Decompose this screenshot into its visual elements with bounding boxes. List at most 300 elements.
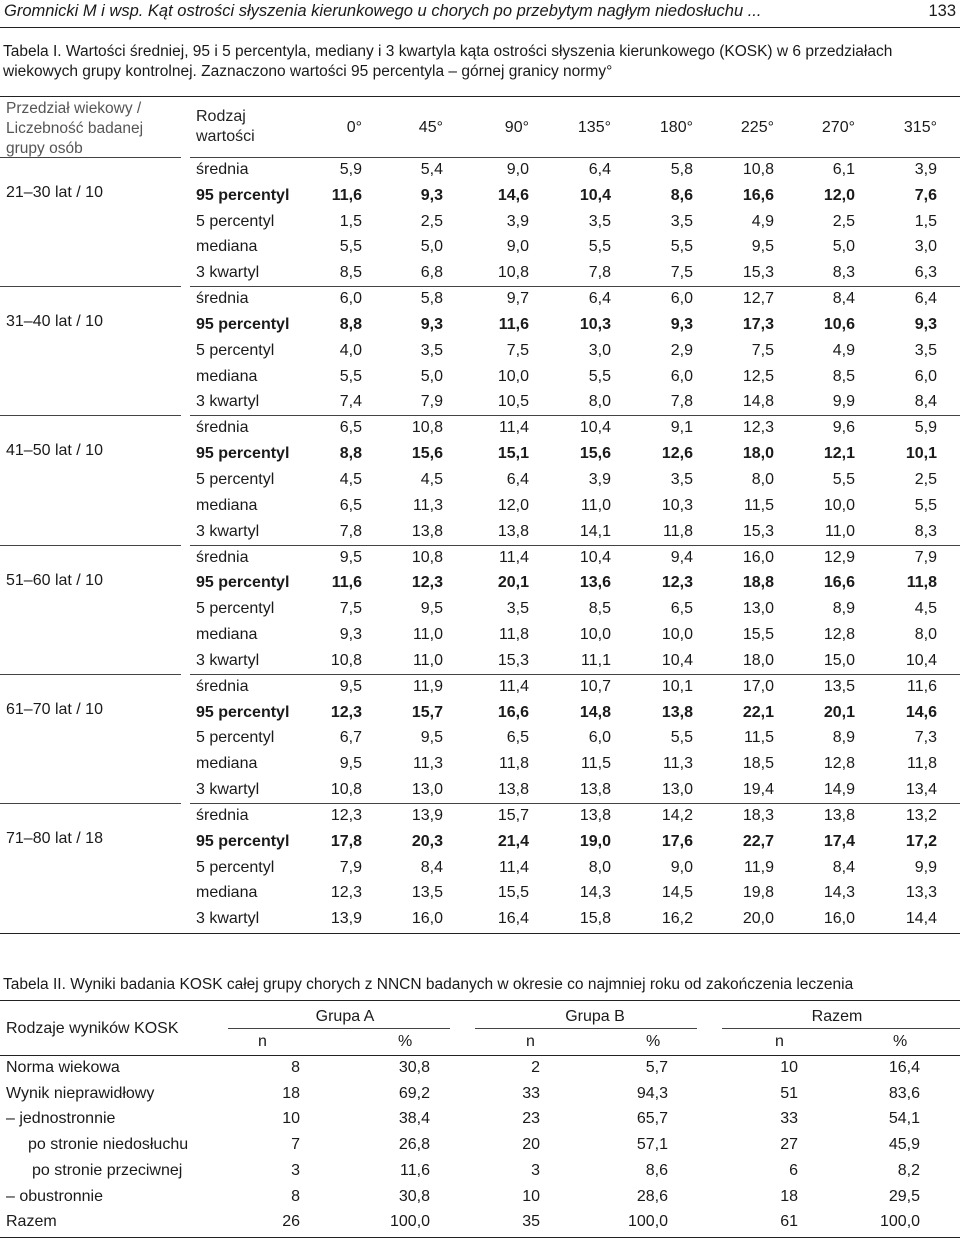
table-cell: 8,4 bbox=[832, 290, 855, 308]
table1-col-age: Przedział wiekowy / Liczebność badanej grupy osób bbox=[6, 100, 144, 157]
table1-age-group bbox=[0, 416, 960, 545]
table-cell: 12,8 bbox=[823, 755, 855, 773]
table2-caption: Tabela II. Wyniki badania KOSK całej grupy chorych z NNCN badanych w okresie co najmniej roku od zakończenia leczenia bbox=[3, 976, 854, 993]
table-cell: 8,5 bbox=[832, 367, 855, 385]
table2-subheader: n bbox=[526, 1033, 535, 1050]
table-cell: 16,6 bbox=[497, 703, 529, 721]
table-cell: 10,7 bbox=[579, 677, 611, 695]
table-row bbox=[0, 1210, 960, 1236]
table-cell: 18,8 bbox=[742, 574, 774, 592]
table-cell: 9,0 bbox=[506, 238, 529, 256]
table-cell: 10,8 bbox=[330, 780, 362, 798]
table-cell: 8,4 bbox=[914, 393, 937, 411]
table-cell: 8,9 bbox=[832, 600, 855, 618]
table-cell: 13,8 bbox=[497, 522, 529, 540]
table-cell: 13,5 bbox=[823, 677, 855, 695]
page-number: 133 bbox=[928, 2, 956, 20]
table-cell: 13,8 bbox=[579, 807, 611, 824]
table-cell: 6,8 bbox=[420, 264, 443, 282]
table2-bottom-rule bbox=[0, 1237, 960, 1238]
table-cell: 11,3 bbox=[663, 755, 693, 773]
table-cell: 5,5 bbox=[588, 367, 611, 385]
table-row bbox=[0, 235, 960, 261]
table1-age-label: 51–60 lat / 10 bbox=[6, 571, 103, 589]
table-cell: 20,1 bbox=[823, 703, 855, 721]
table-cell: 9,5 bbox=[339, 548, 362, 566]
table1-value-type: 3 kwartyl bbox=[196, 264, 260, 282]
table-row bbox=[0, 546, 960, 572]
table-cell: 17,4 bbox=[823, 832, 855, 850]
table-cell: 3,5 bbox=[506, 600, 529, 618]
table-cell: 11,9 bbox=[413, 677, 443, 695]
table-cell: 8,0 bbox=[751, 470, 774, 488]
table-cell: 11,0 bbox=[413, 651, 443, 669]
table-row bbox=[0, 830, 960, 856]
table-cell: 12,3 bbox=[661, 574, 693, 592]
table1-col-type: Rodzaj wartości bbox=[196, 108, 255, 145]
table1-value-type: 3 kwartyl bbox=[196, 910, 260, 928]
table-cell: 8,9 bbox=[832, 729, 855, 747]
table2-col-label: Rodzaje wyników KOSK bbox=[6, 1020, 179, 1037]
table-cell: 10,8 bbox=[330, 651, 362, 669]
table-cell: 10,8 bbox=[411, 419, 443, 437]
table1-caption: Tabela I. Wartości średniej, 95 i 5 percentyla, mediany i 3 kwartyla kąta ostrości słyszenia kierunkowego (KOSK) w 6 przedziałach wiekowych grupy kontrolnej. Zaznaczono wartości 95 percentyla – górnej granicy normy° bbox=[3, 43, 893, 80]
table-cell: 51 bbox=[780, 1084, 798, 1102]
table-cell: 13,8 bbox=[497, 780, 529, 798]
table-cell: 14,8 bbox=[579, 703, 611, 721]
table-cell: 10 bbox=[780, 1059, 798, 1076]
table-row bbox=[0, 597, 960, 623]
table-row bbox=[0, 649, 960, 675]
table-cell: 5,4 bbox=[420, 161, 443, 178]
table-cell: 12,3 bbox=[330, 884, 362, 902]
table-cell: 29,5 bbox=[888, 1187, 920, 1205]
table-cell: 3,0 bbox=[588, 341, 611, 359]
table-cell: 15,5 bbox=[742, 625, 774, 643]
table-cell: 38,4 bbox=[398, 1110, 430, 1128]
table-cell: 57,1 bbox=[636, 1136, 668, 1154]
table-cell: 9,5 bbox=[339, 677, 362, 695]
table-cell: 11,1 bbox=[581, 651, 611, 669]
table-cell: 65,7 bbox=[636, 1110, 668, 1128]
table-cell: 11,5 bbox=[581, 755, 611, 773]
table-cell: 16,6 bbox=[742, 186, 774, 204]
table1-value-type: 5 percentyl bbox=[196, 600, 275, 618]
table-cell: 12,0 bbox=[497, 496, 529, 514]
table-cell: 15,6 bbox=[579, 445, 611, 463]
table-cell: 6,5 bbox=[339, 419, 362, 437]
table2-row-label: – obustronnie bbox=[6, 1187, 103, 1205]
table-cell: 10,0 bbox=[823, 496, 855, 514]
table-cell: 16,0 bbox=[823, 910, 855, 928]
table-cell: 11,0 bbox=[581, 496, 611, 514]
table-cell: 11,8 bbox=[499, 755, 529, 773]
table-cell: 35 bbox=[522, 1213, 540, 1231]
table-cell: 10,4 bbox=[905, 651, 937, 669]
table-cell: 15,3 bbox=[497, 651, 529, 669]
table-cell: 3 bbox=[291, 1161, 300, 1179]
table-cell: 14,2 bbox=[661, 807, 693, 824]
table-row bbox=[0, 339, 960, 365]
table1-angle-header: 225° bbox=[740, 119, 774, 136]
table-cell: 8,2 bbox=[897, 1161, 920, 1179]
table-cell: 6,4 bbox=[588, 290, 611, 308]
table-cell: 5,5 bbox=[670, 238, 693, 256]
table-cell: 10,1 bbox=[905, 445, 937, 463]
table-cell: 11,6 bbox=[331, 574, 362, 592]
table2-subheader: n bbox=[258, 1033, 267, 1050]
table-cell: 10,8 bbox=[411, 548, 443, 566]
table-cell: 11,0 bbox=[825, 522, 855, 540]
table-cell: 61 bbox=[780, 1213, 798, 1231]
table-cell: 11,6 bbox=[907, 677, 937, 695]
table1-age-label: 61–70 lat / 10 bbox=[6, 700, 103, 718]
table-cell: 9,0 bbox=[670, 858, 693, 876]
table-cell: 26 bbox=[282, 1213, 300, 1231]
table-cell: 12,3 bbox=[330, 703, 362, 721]
table-cell: 7,9 bbox=[339, 858, 362, 876]
table2-row-label: po stronie przeciwnej bbox=[32, 1161, 183, 1179]
table-cell: 11,8 bbox=[663, 522, 693, 540]
table-cell: 2 bbox=[531, 1059, 540, 1076]
table-cell: 11,9 bbox=[744, 858, 774, 876]
table-cell: 6,3 bbox=[914, 264, 937, 282]
table-cell: 100,0 bbox=[390, 1213, 431, 1231]
table1-age-group bbox=[0, 804, 960, 933]
table-cell: 8,4 bbox=[420, 858, 443, 876]
table-cell: 6,1 bbox=[832, 161, 855, 178]
table-cell: 8,6 bbox=[645, 1161, 668, 1179]
table-cell: 9,1 bbox=[670, 419, 693, 437]
table1-value-type: średnia bbox=[196, 290, 249, 308]
table1-value-type: 5 percentyl bbox=[196, 212, 275, 230]
table1-value-type: 95 percentyl bbox=[196, 186, 290, 204]
table-cell: 11,3 bbox=[413, 755, 443, 773]
table-cell: 6,5 bbox=[339, 496, 362, 514]
table-cell: 16,6 bbox=[823, 574, 855, 592]
table-cell: 5,9 bbox=[914, 419, 937, 437]
table-cell: 7,8 bbox=[670, 393, 693, 411]
table-cell: 9,3 bbox=[914, 315, 937, 333]
table-cell: 16,0 bbox=[411, 910, 443, 928]
table-cell: 3,9 bbox=[506, 212, 529, 230]
table-cell: 14,9 bbox=[823, 780, 855, 798]
table-cell: 6,0 bbox=[914, 367, 937, 385]
table1-angle-header: 135° bbox=[577, 119, 611, 136]
table-cell: 17,0 bbox=[742, 677, 774, 695]
table2-group-rule bbox=[475, 1028, 697, 1029]
table-cell: 30,8 bbox=[398, 1187, 430, 1205]
table-cell: 20 bbox=[522, 1136, 540, 1154]
table-cell: 1,5 bbox=[339, 212, 362, 230]
table-cell: 13,4 bbox=[905, 780, 937, 798]
table2-group-rule bbox=[228, 1028, 450, 1029]
table-cell: 6,5 bbox=[506, 729, 529, 747]
running-header bbox=[4, 2, 956, 24]
table1-value-type: 95 percentyl bbox=[196, 703, 290, 721]
table1-header-row bbox=[0, 96, 960, 160]
table1-value-type: 5 percentyl bbox=[196, 470, 275, 488]
table-cell: 20,0 bbox=[742, 910, 774, 928]
table-cell: 18,0 bbox=[742, 445, 774, 463]
table-cell: 15,3 bbox=[742, 522, 774, 540]
table-cell: 13,2 bbox=[905, 807, 937, 824]
table1-value-type: mediana bbox=[196, 625, 258, 643]
table-row bbox=[0, 1185, 960, 1211]
table-cell: 12,5 bbox=[742, 367, 774, 385]
table-cell: 18,0 bbox=[742, 651, 774, 669]
table-cell: 100,0 bbox=[880, 1213, 921, 1231]
table-cell: 9,0 bbox=[506, 161, 529, 178]
table2-group-header: Grupa B bbox=[565, 1008, 625, 1025]
table1-value-type: mediana bbox=[196, 884, 258, 902]
table-cell: 15,7 bbox=[497, 807, 529, 824]
table-cell: 54,1 bbox=[888, 1110, 920, 1128]
table-cell: 13,9 bbox=[330, 910, 362, 928]
table-cell: 15,3 bbox=[742, 264, 774, 282]
table-cell: 17,2 bbox=[905, 832, 937, 850]
table-cell: 13,8 bbox=[579, 780, 611, 798]
table-cell: 13,8 bbox=[411, 522, 443, 540]
table-cell: 18,5 bbox=[742, 755, 774, 773]
table-cell: 13,0 bbox=[742, 600, 774, 618]
table2-group-header: Grupa A bbox=[315, 1008, 375, 1025]
table-cell: 7 bbox=[291, 1136, 300, 1154]
table2-row-label: – jednostronnie bbox=[6, 1110, 116, 1128]
table-cell: 5,5 bbox=[914, 496, 937, 514]
table-cell: 8,3 bbox=[914, 522, 937, 540]
table-cell: 21,4 bbox=[497, 832, 529, 850]
table-cell: 12,3 bbox=[330, 807, 362, 824]
table-cell: 11,5 bbox=[744, 496, 774, 514]
table-cell: 4,9 bbox=[751, 212, 774, 230]
table-cell: 3,9 bbox=[914, 161, 937, 178]
table1-value-type: średnia bbox=[196, 161, 249, 178]
table-cell: 17,8 bbox=[330, 832, 362, 850]
table-cell: 4,5 bbox=[339, 470, 362, 488]
table-cell: 12,3 bbox=[742, 419, 774, 437]
table2-top-rule bbox=[0, 1000, 960, 1001]
table-cell: 3,5 bbox=[914, 341, 937, 359]
table-cell: 14,4 bbox=[905, 910, 937, 928]
table-cell: 9,5 bbox=[751, 238, 774, 256]
table-cell: 8,0 bbox=[588, 393, 611, 411]
table2-row-label: Norma wiekowa bbox=[6, 1059, 120, 1076]
table-cell: 14,8 bbox=[742, 393, 774, 411]
table-cell: 17,3 bbox=[742, 315, 774, 333]
table-row bbox=[0, 442, 960, 468]
table1-angle-header: 90° bbox=[504, 119, 529, 136]
table1-value-type: 3 kwartyl bbox=[196, 651, 260, 669]
table-cell: 17,6 bbox=[661, 832, 693, 850]
table-cell: 2,5 bbox=[914, 470, 937, 488]
table-cell: 8,5 bbox=[588, 600, 611, 618]
table-cell: 10,3 bbox=[661, 496, 693, 514]
table-row bbox=[0, 287, 960, 313]
table-cell: 9,7 bbox=[506, 290, 529, 308]
table-cell: 7,5 bbox=[506, 341, 529, 359]
table-row bbox=[0, 416, 960, 442]
table-cell: 6,0 bbox=[670, 367, 693, 385]
table-cell: 15,0 bbox=[823, 651, 855, 669]
table1-angle-header: 45° bbox=[418, 119, 443, 136]
table1-value-type: 95 percentyl bbox=[196, 445, 290, 463]
table-cell: 13,5 bbox=[411, 884, 443, 902]
table-cell: 10,8 bbox=[742, 161, 774, 178]
table-cell: 16,0 bbox=[742, 548, 774, 566]
table-cell: 5,5 bbox=[339, 367, 362, 385]
table-cell: 10,0 bbox=[661, 625, 693, 643]
table-row bbox=[0, 907, 960, 933]
table-cell: 10,8 bbox=[497, 264, 529, 282]
table1-age-label: 31–40 lat / 10 bbox=[6, 313, 103, 331]
table-cell: 14,3 bbox=[579, 884, 611, 902]
table-cell: 3,5 bbox=[670, 212, 693, 230]
table1-value-type: 3 kwartyl bbox=[196, 393, 260, 411]
table-cell: 7,5 bbox=[670, 264, 693, 282]
table-cell: 1,5 bbox=[914, 212, 937, 230]
table-cell: 11,6 bbox=[331, 186, 362, 204]
table-cell: 9,5 bbox=[420, 600, 443, 618]
table1-value-type: 5 percentyl bbox=[196, 729, 275, 747]
table-cell: 10,0 bbox=[579, 625, 611, 643]
table-row bbox=[0, 675, 960, 701]
table1-value-type: średnia bbox=[196, 677, 249, 695]
table-cell: 20,1 bbox=[497, 574, 529, 592]
table-cell: 13,6 bbox=[579, 574, 611, 592]
table-row bbox=[0, 158, 960, 184]
table-cell: 9,4 bbox=[670, 548, 693, 566]
table-row bbox=[0, 856, 960, 882]
table-cell: 2,5 bbox=[420, 212, 443, 230]
table1-value-type: mediana bbox=[196, 496, 258, 514]
table-cell: 10,4 bbox=[661, 651, 693, 669]
table-cell: 14,3 bbox=[823, 884, 855, 902]
table2-subheader: % bbox=[646, 1033, 661, 1050]
table-cell: 7,3 bbox=[914, 729, 937, 747]
table-cell: 10,5 bbox=[497, 393, 529, 411]
table-cell: 9,9 bbox=[914, 858, 937, 876]
table-cell: 23 bbox=[522, 1110, 540, 1128]
table-cell: 27 bbox=[780, 1136, 798, 1154]
table-row bbox=[0, 804, 960, 830]
table-cell: 5,7 bbox=[645, 1059, 668, 1076]
table-cell: 9,3 bbox=[670, 315, 693, 333]
table-cell: 7,8 bbox=[588, 264, 611, 282]
table-cell: 10,4 bbox=[579, 419, 611, 437]
table-cell: 8 bbox=[291, 1059, 300, 1076]
table-cell: 69,2 bbox=[398, 1084, 430, 1102]
table-cell: 8 bbox=[291, 1187, 300, 1205]
table-row bbox=[0, 365, 960, 391]
table1-angle-header: 180° bbox=[659, 119, 693, 136]
table-cell: 26,8 bbox=[398, 1136, 430, 1154]
table-cell: 12,6 bbox=[661, 445, 693, 463]
table-row bbox=[0, 571, 960, 597]
table-cell: 16,4 bbox=[888, 1059, 920, 1076]
table-cell: 9,3 bbox=[420, 186, 443, 204]
table-cell: 33 bbox=[522, 1084, 540, 1102]
table-cell: 83,6 bbox=[888, 1084, 920, 1102]
table-cell: 10,4 bbox=[579, 548, 611, 566]
table-cell: 10 bbox=[522, 1187, 540, 1205]
table-cell: 10,3 bbox=[579, 315, 611, 333]
table-cell: 100,0 bbox=[628, 1213, 669, 1231]
table-cell: 8,0 bbox=[588, 858, 611, 876]
table-cell: 16,4 bbox=[497, 910, 529, 928]
table-row bbox=[0, 210, 960, 236]
table-cell: 11,4 bbox=[499, 858, 529, 876]
table-row bbox=[0, 1056, 960, 1082]
table-cell: 11,4 bbox=[499, 419, 529, 437]
table-cell: 14,5 bbox=[661, 884, 693, 902]
table1-value-type: mediana bbox=[196, 238, 258, 256]
table-cell: 9,6 bbox=[832, 419, 855, 437]
table-cell: 4,5 bbox=[914, 600, 937, 618]
table1-value-type: 3 kwartyl bbox=[196, 522, 260, 540]
table-row bbox=[0, 778, 960, 804]
table-cell: 11,4 bbox=[499, 677, 529, 695]
table-cell: 45,9 bbox=[888, 1136, 920, 1154]
table-cell: 10,1 bbox=[661, 677, 693, 695]
table-row bbox=[0, 1082, 960, 1108]
table-row bbox=[0, 701, 960, 727]
table2-row-label: po stronie niedosłuchu bbox=[28, 1136, 189, 1154]
running-title: Gromnicki M i wsp. Kąt ostrości słyszenia kierunkowego u chorych po przebytym nagłym niedosłuchu ... bbox=[4, 2, 762, 20]
table-cell: 6,4 bbox=[914, 290, 937, 308]
table-cell: 7,4 bbox=[339, 393, 362, 411]
table-cell: 6,5 bbox=[670, 600, 693, 618]
table-cell: 10,6 bbox=[823, 315, 855, 333]
table-cell: 11,0 bbox=[413, 625, 443, 643]
table-cell: 11,8 bbox=[907, 755, 937, 773]
table-cell: 12,8 bbox=[823, 625, 855, 643]
table-cell: 15,1 bbox=[497, 445, 529, 463]
table-cell: 6,0 bbox=[670, 290, 693, 308]
table-cell: 2,9 bbox=[670, 341, 693, 359]
table-cell: 5,5 bbox=[339, 238, 362, 256]
table-cell: 11,3 bbox=[413, 496, 443, 514]
header-rule bbox=[0, 27, 960, 28]
table-row bbox=[0, 881, 960, 907]
table-cell: 15,6 bbox=[411, 445, 443, 463]
table1-age-group bbox=[0, 546, 960, 675]
table-cell: 8,4 bbox=[832, 858, 855, 876]
table-cell: 6 bbox=[789, 1161, 798, 1179]
table-cell: 12,3 bbox=[411, 574, 443, 592]
table-cell: 15,5 bbox=[497, 884, 529, 902]
table-cell: 5,0 bbox=[420, 367, 443, 385]
table-cell: 12,9 bbox=[823, 548, 855, 566]
table-cell: 11,8 bbox=[906, 574, 937, 592]
table-cell: 7,6 bbox=[914, 186, 937, 204]
table1-age-label: 21–30 lat / 10 bbox=[6, 184, 103, 201]
table1-value-type: średnia bbox=[196, 419, 249, 437]
table-cell: 8,0 bbox=[914, 625, 937, 643]
table-cell: 11,8 bbox=[499, 625, 529, 643]
table-cell: 13,8 bbox=[661, 703, 693, 721]
table2-row-label: Razem bbox=[6, 1213, 57, 1231]
table-cell: 28,6 bbox=[636, 1187, 668, 1205]
table-cell: 20,3 bbox=[411, 832, 443, 850]
table-cell: 11,6 bbox=[400, 1161, 430, 1179]
table-cell: 7,9 bbox=[420, 393, 443, 411]
table1-angle-header: 270° bbox=[821, 119, 855, 136]
table-cell: 12,1 bbox=[823, 445, 855, 463]
table-cell: 6,4 bbox=[588, 161, 611, 178]
table1-value-type: 3 kwartyl bbox=[196, 780, 260, 798]
table-cell: 5,9 bbox=[339, 161, 362, 178]
